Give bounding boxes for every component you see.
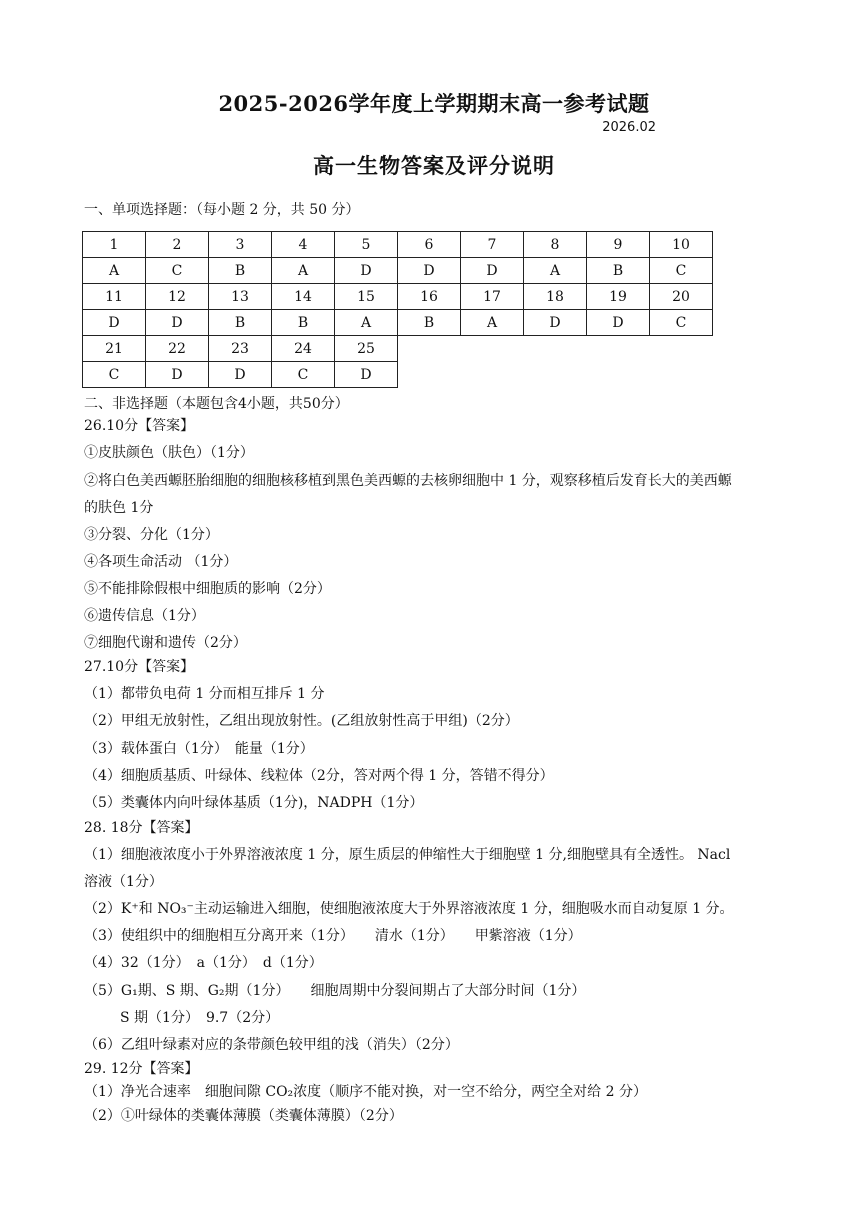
table-cell: A — [335, 310, 398, 336]
table-cell: 2 — [146, 232, 209, 258]
table-cell-empty — [650, 336, 713, 362]
table-cell: B — [209, 258, 272, 284]
answer-line: ⑥遗传信息（1分） — [84, 608, 205, 624]
table-row — [83, 336, 713, 362]
table-cell: 20 — [650, 284, 713, 310]
answer-line: （3）使组织中的细胞相互分离开来（1分） 清水（1分） 甲紫溶液（1分） — [84, 928, 582, 944]
exam-title: 2025-2026学年度上学期期末高一参考试题 — [218, 91, 650, 116]
table-row — [83, 310, 713, 336]
answer-line: （4）32（1分） a（1分） d（1分） — [84, 955, 323, 971]
table-cell-empty — [524, 362, 587, 388]
table-cell: 22 — [146, 336, 209, 362]
table-cell: B — [587, 258, 650, 284]
answer-line: （2）①叶绿体的类囊体薄膜（类囊体薄膜）（2分） — [84, 1108, 403, 1124]
answer-line: （5）G₁期、S 期、G₂期（1分） 细胞周期中分裂间期占了大部分时间（1分） — [84, 983, 586, 999]
table-cell: 21 — [83, 336, 146, 362]
table-cell: 3 — [209, 232, 272, 258]
answer-line: （1）净光合速率 细胞间隙 CO₂浓度（顺序不能对换，对一空不给分，两空全对给 2 分） — [84, 1084, 647, 1100]
table-cell: B — [209, 310, 272, 336]
question-heading: 28. 18分【答案】 — [84, 820, 199, 836]
table-cell: C — [146, 258, 209, 284]
answer-line: ⑦细胞代谢和遗传（2分） — [84, 635, 247, 651]
table-cell: C — [272, 362, 335, 388]
table-cell: 10 — [650, 232, 713, 258]
answer-line: ④各项生命活动 （1分） — [84, 554, 238, 570]
table-cell-empty — [461, 336, 524, 362]
answer-line: （2）甲组无放射性，乙组出现放射性。(乙组放射性高于甲组)（2分） — [84, 713, 519, 729]
table-cell: 11 — [83, 284, 146, 310]
question-heading: 29. 12分【答案】 — [84, 1061, 199, 1077]
table-cell: 18 — [524, 284, 587, 310]
table-cell: 7 — [461, 232, 524, 258]
answer-line: （1）细胞液浓度小于外界溶液浓度 1 分，原生质层的伸缩性大于细胞壁 1 分,细胞壁具有全透性。 Nacl — [84, 847, 731, 863]
table-cell: 17 — [461, 284, 524, 310]
table-cell: 16 — [398, 284, 461, 310]
table-cell: D — [209, 362, 272, 388]
table-cell: D — [335, 362, 398, 388]
section1-heading: 一、单项选择题：（每小题 2 分，共 50 分） — [84, 202, 360, 218]
table-cell: D — [587, 310, 650, 336]
table-cell: 24 — [272, 336, 335, 362]
table-cell: A — [461, 310, 524, 336]
answer-line: ⑤不能排除假根中细胞质的影响（2分） — [84, 581, 331, 597]
table-cell: D — [335, 258, 398, 284]
table-row — [83, 284, 713, 310]
table-cell: C — [83, 362, 146, 388]
answer-line: 溶液（1分） — [84, 874, 163, 890]
answer-line: （6）乙组叶绿素对应的条带颜色较甲组的浅（消失）（2分） — [84, 1037, 459, 1053]
answer-line: ②将白色美西螈胚胎细胞的细胞核移植到黑色美西螈的去核卵细胞中 1 分，观察移植后发育长大的美西螈 — [84, 473, 732, 489]
answer-line: ③分裂、分化（1分） — [84, 527, 219, 543]
table-cell: B — [272, 310, 335, 336]
exam-date: 2026.02 — [602, 120, 656, 135]
table-cell: 13 — [209, 284, 272, 310]
table-cell: B — [398, 310, 461, 336]
table-cell: 5 — [335, 232, 398, 258]
answer-line: 的肤色 1分 — [84, 500, 154, 516]
table-cell-empty — [524, 336, 587, 362]
answer-line: （4）细胞质基质、叶绿体、线粒体（2分，答对两个得 1 分，答错不得分） — [84, 768, 554, 784]
table-cell-empty — [398, 336, 461, 362]
table-cell: 12 — [146, 284, 209, 310]
table-cell: D — [524, 310, 587, 336]
table-cell: D — [83, 310, 146, 336]
table-row — [83, 362, 713, 388]
table-cell: 1 — [83, 232, 146, 258]
table-cell: A — [83, 258, 146, 284]
table-cell: D — [146, 362, 209, 388]
table-cell: 15 — [335, 284, 398, 310]
table-cell: D — [461, 258, 524, 284]
table-cell: 25 — [335, 336, 398, 362]
section2-heading: 二、非选择题（本题包含4小题，共50分） — [84, 396, 349, 412]
answer-line: （3）载体蛋白（1分） 能量（1分） — [84, 741, 314, 757]
table-row — [83, 258, 713, 284]
table-cell: D — [398, 258, 461, 284]
question-heading: 26.10分【答案】 — [84, 418, 195, 434]
table-cell-empty — [398, 362, 461, 388]
table-cell: 9 — [587, 232, 650, 258]
answer-key-subtitle: 高一生物答案及评分说明 — [313, 153, 555, 178]
answer-line: S 期（1分） 9.7（2分） — [120, 1010, 280, 1026]
table-cell: A — [524, 258, 587, 284]
answer-line: （2）K⁺和 NO₃⁻主动运输进入细胞，使细胞液浓度大于外界溶液浓度 1 分，细胞吸水而自动复原 1 分。 — [84, 901, 734, 917]
table-cell: 14 — [272, 284, 335, 310]
table-cell-empty — [587, 362, 650, 388]
table-cell: C — [650, 310, 713, 336]
answer-line: ①皮肤颜色（肤色）（1分） — [84, 445, 254, 461]
answer-line: （1）都带负电荷 1 分而相互排斥 1 分 — [84, 686, 325, 702]
answer-table — [82, 231, 713, 388]
table-cell: D — [146, 310, 209, 336]
table-cell: 6 — [398, 232, 461, 258]
question-heading: 27.10分【答案】 — [84, 659, 195, 675]
table-cell: A — [272, 258, 335, 284]
table-cell: 19 — [587, 284, 650, 310]
table-cell: 23 — [209, 336, 272, 362]
table-cell: C — [650, 258, 713, 284]
table-cell-empty — [587, 336, 650, 362]
table-cell: 4 — [272, 232, 335, 258]
table-row — [83, 232, 713, 258]
table-cell: 8 — [524, 232, 587, 258]
table-cell-empty — [650, 362, 713, 388]
table-cell-empty — [461, 362, 524, 388]
answer-line: （5）类囊体内向叶绿体基质（1分)，NADPH（1分） — [84, 795, 424, 811]
